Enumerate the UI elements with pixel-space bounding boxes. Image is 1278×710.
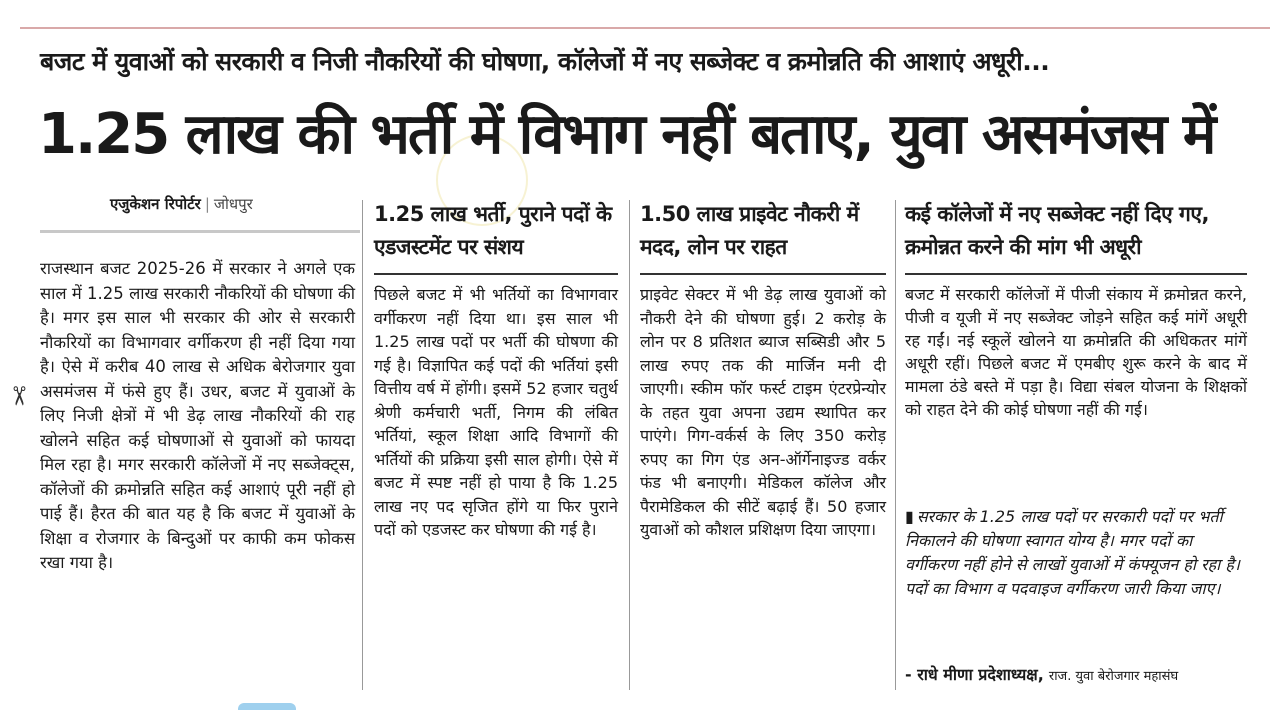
section-body-private-jobs: प्राइवेट सेक्टर में भी डेढ़ लाख युवाओं को नौकरी देने की घोषणा हुई। 2 करोड़ के लोन पर 8 प्रतिशत ब्याज सब्सिडी और 5 लाख रुपए तक की मार्जिन मनी दी जाएगी। स्कीम फॉर फर्स्ट टाइम एंटरप्रेन्योर के तहत युवा अपना उद्यम स्थापित कर पाएंगे। गिग-वर्कर्स के लिए 350 करोड़ रुपए का गिग एंड अन-ऑर्गेनाइज्ड वर्कर फंड भी बनाएगी। मेडिकल कॉलेज और पैरामेडिकल की सीटें बढ़ाई हैं। 50 हजार युवाओं को कौशल प्रशिक्षण दिया जाएगा।	[640, 285, 886, 539]
quote-attribution	[905, 663, 1250, 685]
column-divider	[629, 200, 630, 690]
attribution-name: - राधे मीणा प्रदेशाध्यक्ष,	[905, 665, 1044, 684]
subhead-rule	[640, 273, 886, 275]
section-body-recruitment: पिछले बजट में भी भर्तियों का विभागवार वर्गीकरण नहीं दिया था। इस साल भी 1.25 लाख पदों पर भर्ती की घोषणा की गई है। विज्ञापित कई पदों की भर्तियां इसी वित्तीय वर्ष में होंगी। इसमें 52 हजार चतुर्थ श्रेणी कर्मचारी भर्ती, निगम की लंबित भर्तियां, स्कूल शिक्षा आदि विभागों की भर्तियों की प्रक्रिया इसी साल होगी। ऐसे में बजट में स्पष्ट नहीं हो पाया है कि 1.25 लाख नए पद सृजित होंगे या फिर पुराने पदों को एडजस्ट कर घोषणा की गई है।	[374, 285, 618, 539]
byline-reporter: एजुकेशन रिपोर्टर	[110, 195, 201, 213]
byline	[110, 194, 253, 214]
section-body-colleges: बजट में सरकारी कॉलेजों में पीजी संकाय में क्रमोन्नत करने, पीजी व यूजी में नए सब्जेक्ट जोड़ने सहित कई मांगें अधूरी रह गईं। नई स्कूलें खोलने या क्रमोन्नति की अधिकतर मांगें अधूरी रहीं। पिछले बजट में एमबीए शुरू करने के बाद में मामला ठंडे बस्ते में पड़ा है। विद्या संबल योजना के शिक्षकों को राहत देने की कोई घोषणा नहीं की गई।	[905, 285, 1247, 419]
column-divider	[362, 200, 363, 690]
top-border-line	[20, 27, 1270, 29]
pull-quote-text: सरकार के 1.25 लाख पदों पर सरकारी पदों पर भर्ती निकालने की घोषणा स्वागत योग्य है। मगर पदों का वर्गीकरण नहीं होने से लाखों युवाओं में कंफ्यूजन हो रहा है। पदों का विभाग व पदवाइज वर्गीकरण जारी किया जाए।	[905, 507, 1240, 598]
section-subhead-colleges: कई कॉलेजों में नए सब्जेक्ट नहीं दिए गए, क्रमोन्नत करने की मांग भी अधूरी	[905, 202, 1209, 259]
section-subhead-private-jobs: 1.50 लाख प्राइवेट नौकरी में मदद, लोन पर राहत	[640, 202, 859, 259]
lead-paragraph: राजस्थान बजट 2025-26 में सरकार ने अगले एक साल में 1.25 लाख सरकारी नौकरियों की घोषणा की है। मगर इस साल भी सरकार की ओर से सरकारी नौकरियों का विभागवार वर्गीकरण ही नहीं दिया गया है। ऐसे में करीब 40 लाख से अधिक बेरोजगार युवा असमंजस में फंसे हुए हैं। उधर, बजट में युवाओं के लिए निजी क्षेत्रों में भी डेढ़ लाख नौकरियों की राह खोलने सहित कई घोषणाओं से युवाओं को फायदा मिल रहा है। मगर सरकारी कॉलेजों में नए सब्जेक्ट्स, कॉलेजों की क्रमोन्नति सहित कई आशाएं पूरी नहीं हो पाई हैं। हैरत की बात यह है कि बजट में युवाओं के शिक्षा व रोजगार के बिन्दुओं पर काफी कम फोकस रखा गया है।	[40, 259, 355, 572]
blue-tab-decoration	[238, 703, 296, 710]
byline-city: जोधपुर	[213, 195, 253, 213]
article-headline: 1.25 लाख की भर्ती में विभाग नहीं बताए, युवा असमंजस में	[38, 102, 1215, 167]
quote-marker-icon: ▮	[905, 507, 914, 526]
section-subhead-recruitment: 1.25 लाख भर्ती, पुराने पदों के एडजस्टमेंट पर संशय	[374, 202, 612, 259]
attribution-org: राज. युवा बेरोजगार महासंघ	[1048, 669, 1179, 684]
byline-rule	[40, 230, 360, 233]
subhead-rule	[374, 273, 618, 275]
column-divider	[895, 200, 896, 690]
byline-separator: |	[204, 195, 210, 213]
subhead-rule	[905, 273, 1247, 275]
pull-quote	[905, 505, 1247, 601]
scissors-icon: ✂	[3, 385, 33, 407]
article-kicker: बजट में युवाओं को सरकारी व निजी नौकरियों की घोषणा, कॉलेजों में नए सब्जेक्ट व क्रमोन्नति की आशाएं अधूरी...	[40, 47, 1050, 76]
